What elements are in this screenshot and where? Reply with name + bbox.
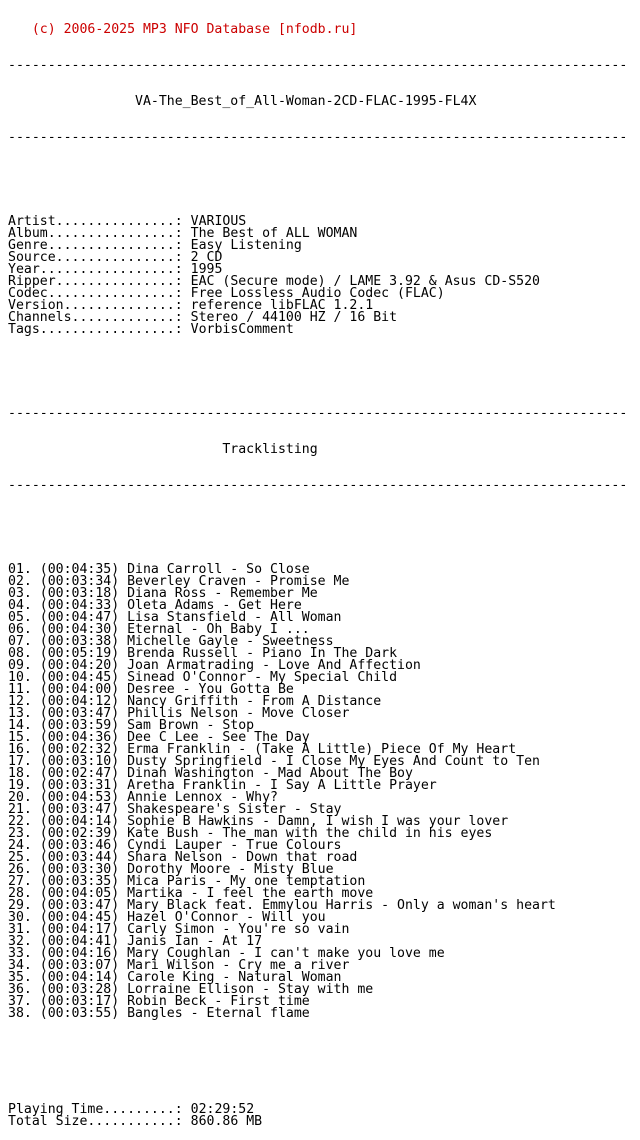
blank-line xyxy=(8,516,627,528)
field-label: Playing Time.........: xyxy=(8,1102,191,1117)
tracklisting-title: Tracklisting xyxy=(8,442,318,457)
track-row: 06. (00:04:30) Eternal - Oh Baby I ... xyxy=(8,622,310,637)
track-row: 31. (00:04:17) Carly Simon - You're so vain xyxy=(8,922,350,937)
track-row: 04. (00:04:33) Oleta Adams - Get Here xyxy=(8,598,302,613)
field-label: Genre................: xyxy=(8,238,191,253)
blank-line xyxy=(8,372,627,384)
field-value: EAC (Secure mode) / LAME 3.92 & Asus CD-S520 xyxy=(190,274,540,289)
track-row: 18. (00:02:47) Dinah Washington - Mad About The Boy xyxy=(8,766,413,781)
track-row: 28. (00:04:05) Martika - I feel the earth move xyxy=(8,886,374,901)
track-row: 01. (00:04:35) Dina Carroll - So Close xyxy=(8,562,310,577)
nfo-document xyxy=(8,0,627,1140)
totals-row xyxy=(8,1116,627,1128)
track-row: 16. (00:02:32) Erma Franklin - (Take A Little) Piece Of My Heart xyxy=(8,742,517,757)
field-label: Tags.................: xyxy=(8,322,191,337)
track-row: 20. (00:04:53) Annie Lennox - Why? xyxy=(8,790,278,805)
track-row: 23. (00:02:39) Kate Bush - The man with the child in his eyes xyxy=(8,826,493,841)
field-value: Stereo / 44100 HZ / 16 Bit xyxy=(190,310,398,325)
track-row: 10. (00:04:45) Sinead O'Connor - My Special Child xyxy=(8,670,398,685)
track-row: 37. (00:03:17) Robin Beck - First time xyxy=(8,994,310,1009)
blank-line xyxy=(8,168,627,180)
track-row: 21. (00:03:47) Shakespeare's Sister - Stay xyxy=(8,802,342,817)
release-totals xyxy=(8,1104,627,1128)
field-value: VorbisComment xyxy=(190,322,294,337)
track-row: 13. (00:03:47) Phillis Nelson - Move Closer xyxy=(8,706,350,721)
track-row: 33. (00:04:16) Mary Coughlan - I can't make you love me xyxy=(8,946,445,961)
field-label: Version..............: xyxy=(8,298,191,313)
track-row: 02. (00:03:34) Beverley Craven - Promise Me xyxy=(8,574,350,589)
field-label: Channels.............: xyxy=(8,310,191,325)
track-row: 08. (00:05:19) Brenda Russell - Piano In The Dark xyxy=(8,646,398,661)
track-row: 24. (00:03:46) Cyndi Lauper - True Colours xyxy=(8,838,342,853)
field-value: 1995 xyxy=(190,262,223,277)
field-value: The Best of ALL WOMAN xyxy=(190,226,358,241)
track-row: 15. (00:04:36) Dee C Lee - See The Day xyxy=(8,730,310,745)
field-value: VARIOUS xyxy=(190,214,247,229)
separator-line: ------------------------------------------------------------------------------ xyxy=(8,478,628,493)
blank-line xyxy=(8,1056,627,1068)
field-value: 2 CD xyxy=(190,250,223,265)
field-value: 02:29:52 xyxy=(190,1102,255,1117)
separator-line: ------------------------------------------------------------------------------ xyxy=(8,130,628,145)
track-row: 05. (00:04:47) Lisa Stansfield - All Woman xyxy=(8,610,342,625)
nfodb-copyright-header: (c) 2006-2025 MP3 NFO Database [nfodb.ru] xyxy=(8,22,358,37)
track-row: 26. (00:03:30) Dorothy Moore - Misty Blue xyxy=(8,862,334,877)
track-row: 29. (00:03:47) Mary Black feat. Emmylou Harris - Only a woman's heart xyxy=(8,898,556,913)
field-label: Ripper...............: xyxy=(8,274,191,289)
track-row: 22. (00:04:14) Sophie B Hawkins - Damn, I wish I was your lover xyxy=(8,814,509,829)
separator-line: ------------------------------------------------------------------------------ xyxy=(8,58,628,73)
track-row: 32. (00:04:41) Janis Ian - At 17 xyxy=(8,934,263,949)
tracklist xyxy=(8,564,627,1020)
track-row: 14. (00:03:59) Sam Brown - Stop xyxy=(8,718,255,733)
track-row: 07. (00:03:38) Michelle Gayle - Sweetness xyxy=(8,634,334,649)
release-info xyxy=(8,216,627,336)
info-row xyxy=(8,324,627,336)
field-value: Free Lossless Audio Codec (FLAC) xyxy=(190,286,445,301)
field-value: Easy Listening xyxy=(190,238,302,253)
track-row: 36. (00:03:28) Lorraine Ellison - Stay with me xyxy=(8,982,374,997)
field-label: Artist...............: xyxy=(8,214,191,229)
field-label: Album................: xyxy=(8,226,191,241)
track-row: 12. (00:04:12) Nancy Griffith - From A Distance xyxy=(8,694,382,709)
field-value: reference libFLAC 1.2.1 xyxy=(190,298,374,313)
release-name: VA-The_Best_of_All-Woman-2CD-FLAC-1995-FL4X xyxy=(8,94,477,109)
track-row: 11. (00:04:00) Desree - You Gotta Be xyxy=(8,682,294,697)
field-label: Year.................: xyxy=(8,262,191,277)
field-value: 860.86 MB xyxy=(190,1114,263,1129)
track-row: 25. (00:03:44) Shara Nelson - Down that road xyxy=(8,850,358,865)
track-row: 27. (00:03:35) Mica Paris - My one temptation xyxy=(8,874,366,889)
track-row: 30. (00:04:45) Hazel O'Connor - Will you xyxy=(8,910,326,925)
track-row: 38. (00:03:55) Bangles - Eternal flame xyxy=(8,1006,310,1021)
track-row: 19. (00:03:31) Aretha Franklin - I Say A Little Prayer xyxy=(8,778,437,793)
field-label: Source...............: xyxy=(8,250,191,265)
track-row: 09. (00:04:20) Joan Armatrading - Love And Affection xyxy=(8,658,421,673)
track-row: 17. (00:03:10) Dusty Springfield - I Close My Eyes And Count to Ten xyxy=(8,754,540,769)
field-label: Total Size...........: xyxy=(8,1114,191,1129)
track-row: 03. (00:03:18) Diana Ross - Remember Me xyxy=(8,586,318,601)
track-row: 34. (00:03:07) Mari Wilson - Cry me a river xyxy=(8,958,350,973)
track-row: 35. (00:04:14) Carole King - Natural Woman xyxy=(8,970,342,985)
field-label: Codec................: xyxy=(8,286,191,301)
separator-line: ------------------------------------------------------------------------------ xyxy=(8,406,628,421)
